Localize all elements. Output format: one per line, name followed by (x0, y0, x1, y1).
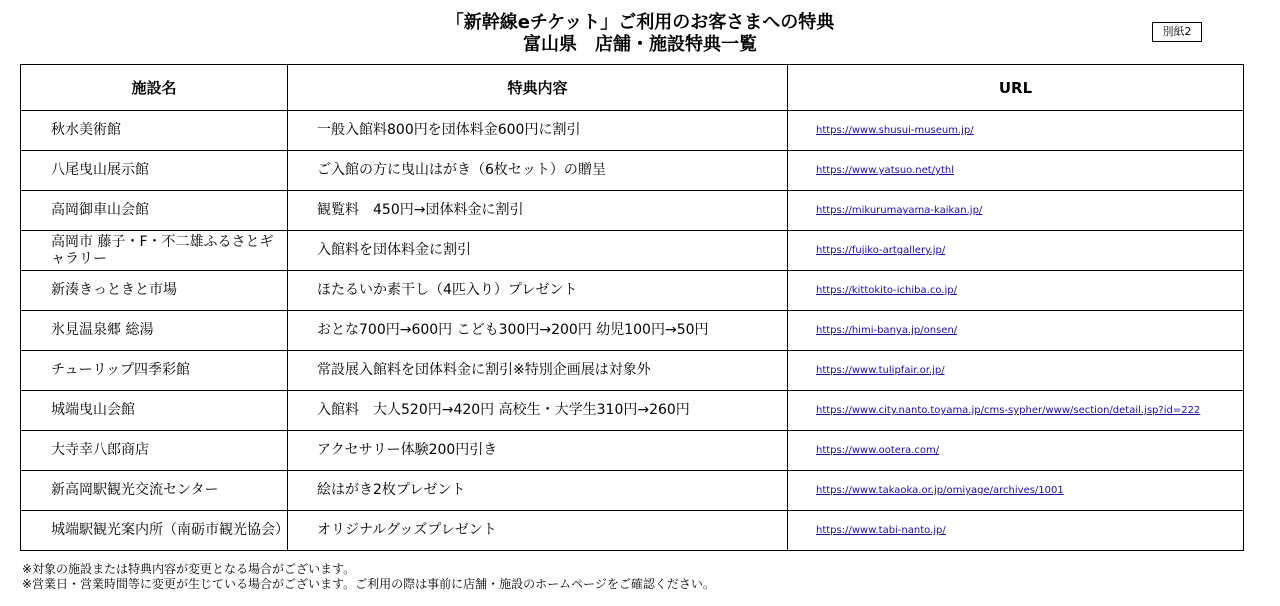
column-header-benefit: 特典内容 (288, 65, 788, 111)
table-row (21, 431, 1244, 471)
url-cell (788, 431, 1244, 471)
facility-url-link[interactable]: https://www.yatsuo.net/ythl (816, 165, 955, 176)
url-cell (788, 271, 1244, 311)
url-cell (788, 391, 1244, 431)
benefit-description: 絵はがき2枚プレゼント (288, 471, 788, 511)
url-cell (788, 191, 1244, 231)
facility-name: 城端曳山会館 (21, 391, 288, 431)
facility-name: 氷見温泉郷 総湯 (21, 311, 288, 351)
benefit-description: 常設展入館料を団体料金に割引※特別企画展は対象外 (288, 351, 788, 391)
benefit-description: アクセサリー体験200円引き (288, 431, 788, 471)
facility-url-link[interactable]: https://www.ootera.com/ (816, 445, 940, 456)
table-row (21, 311, 1244, 351)
facility-url-link[interactable]: https://www.takaoka.or.jp/omiyage/archives/1001 (816, 485, 1064, 496)
url-cell (788, 351, 1244, 391)
url-cell (788, 151, 1244, 191)
benefit-description: 入館料 大人520円→420円 高校生・大学生310円→260円 (288, 391, 788, 431)
column-header-facility: 施設名 (21, 65, 288, 111)
table-row (21, 271, 1244, 311)
table-row (21, 151, 1244, 191)
facility-name: チューリップ四季彩館 (21, 351, 288, 391)
title-line-2: 富山県 店舗・施設特典一覧 (523, 34, 757, 55)
benefit-description: ご入館の方に曳山はがき（6枚セット）の贈呈 (288, 151, 788, 191)
table-row (21, 111, 1244, 151)
benefit-description: おとな700円→600円 こども300円→200円 幼児100円→50円 (288, 311, 788, 351)
facility-name: 大寺幸八郎商店 (21, 431, 288, 471)
footnote: ※対象の施設または特典内容が変更となる場合がございます。 (22, 562, 356, 576)
benefit-description: オリジナルグッズプレゼント (288, 511, 788, 551)
benefit-description: 一般入館料800円を団体料金600円に割引 (288, 111, 788, 151)
facility-url-link[interactable]: https://www.tabi-nanto.jp/ (816, 525, 946, 536)
url-cell (788, 111, 1244, 151)
document-title (0, 12, 1280, 56)
facility-url-link[interactable]: https://himi-banya.jp/onsen/ (816, 325, 958, 336)
table-row (21, 391, 1244, 431)
facility-benefits-table (20, 64, 1244, 551)
table-body (21, 111, 1244, 551)
benefit-description: 入館料を団体料金に割引 (288, 231, 788, 271)
facility-name: 秋水美術館 (21, 111, 288, 151)
table-header-row (21, 65, 1244, 111)
table-row (21, 471, 1244, 511)
table-row (21, 231, 1244, 271)
facility-url-link[interactable]: https://mikurumayama-kaikan.jp/ (816, 205, 983, 216)
footnote: ※営業日・営業時間等に変更が生じている場合がございます。ご利用の際は事前に店舗・施設のホームページをご確認ください。 (22, 577, 715, 591)
attachment-badge: 別紙2 (1152, 22, 1202, 42)
url-cell (788, 471, 1244, 511)
table-row (21, 191, 1244, 231)
facility-name: 城端駅観光案内所（南砺市観光協会） (21, 511, 288, 551)
facility-name: 八尾曳山展示館 (21, 151, 288, 191)
url-cell (788, 231, 1244, 271)
facility-name: 新湊きっときと市場 (21, 271, 288, 311)
facility-name: 高岡御車山会館 (21, 191, 288, 231)
column-header-url: URL (788, 65, 1244, 111)
facility-name: 新高岡駅観光交流センター (21, 471, 288, 511)
facility-url-link[interactable]: https://www.tulipfair.or.jp/ (816, 365, 945, 376)
footnotes (22, 562, 715, 592)
url-cell (788, 311, 1244, 351)
facility-url-link[interactable]: https://fujiko-artgallery.jp/ (816, 245, 946, 256)
benefit-description: 観覧料 450円→団体料金に割引 (288, 191, 788, 231)
table-row (21, 351, 1244, 391)
facility-url-link[interactable]: https://www.shusui-museum.jp/ (816, 125, 974, 136)
facility-name: 高岡市 藤子・F・不二雄ふるさとギャラリー (21, 231, 288, 271)
title-line-1: 「新幹線eチケット」ご利用のお客さまへの特典 (445, 12, 835, 33)
table-row (21, 511, 1244, 551)
facility-url-link[interactable]: https://kittokito-ichiba.co.jp/ (816, 285, 957, 296)
benefit-description: ほたるいか素干し（4匹入り）プレゼント (288, 271, 788, 311)
facility-url-link[interactable]: https://www.city.nanto.toyama.jp/cms-sypher/www/section/detail.jsp?id=222 (816, 405, 1201, 416)
url-cell (788, 511, 1244, 551)
